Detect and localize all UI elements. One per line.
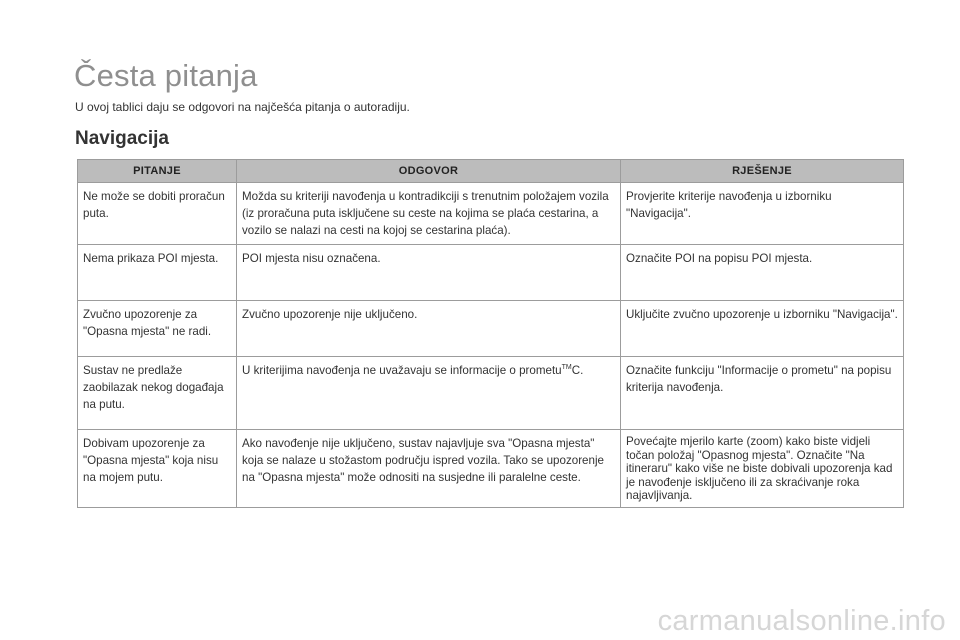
table-row [78, 245, 904, 301]
table-row [78, 357, 904, 430]
answer-cell: Možda su kriteriji navođenja u kontradikciji s trenutnim položajem vozila (iz proračuna puta isključene su ceste na kojima se plaća cestarina, a vozilo se nalazi na cesti na kojoj se cestarina plaća). [237, 183, 621, 245]
question-cell: Zvučno upozorenje za "Opasna mjesta" ne radi. [78, 301, 237, 357]
solution-cell: Uključite zvučno upozorenje u izborniku "Navigacija". [621, 301, 904, 357]
answer-cell [237, 357, 621, 430]
solution-cell: Označite funkciju "Informacije o prometu" na popisu kriterija navođenja. [621, 357, 904, 430]
answer-text-suffix: C. [571, 364, 584, 377]
column-header-solution: RJEŠENJE [621, 160, 904, 183]
intro-text: U ovoj tablici daju se odgovori na najčešća pitanja o autoradiju. [75, 100, 410, 114]
table-header-row [78, 160, 904, 183]
column-header-question: PITANJE [78, 160, 237, 183]
answer-cell: POI mjesta nisu označena. [237, 245, 621, 301]
solution-cell: Označite POI na popisu POI mjesta. [621, 245, 904, 301]
answer-cell: Ako navođenje nije uključeno, sustav najavljuje sva "Opasna mjesta" koja se nalaze u stožastom području ispred vozila. Tako se upozorenje na "Opasna mjesta" može odnositi na susjedne ili paralelne ceste. [237, 430, 621, 508]
solution-cell: Povećajte mjerilo karte (zoom) kako biste vidjeli točan položaj "Opasnog mjesta". Označite "Na itineraru" kako više ne biste dobivali upozorenja kad je navođenje isključeno ili za skraćivanje roka najavljivanja. [621, 430, 904, 508]
answer-cell: Zvučno upozorenje nije uključeno. [237, 301, 621, 357]
answer-text: U kriterijima navođenja ne uvažavaju se informacije o prometu [242, 364, 562, 377]
trademark-mark: TM [561, 364, 572, 372]
question-cell: Sustav ne predlaže zaobilazak nekog događaja na putu. [78, 357, 237, 430]
question-cell: Ne može se dobiti proračun puta. [78, 183, 237, 245]
page-title: Česta pitanja [74, 58, 258, 93]
table-row [78, 301, 904, 357]
table-row [78, 430, 904, 508]
table-row [78, 183, 904, 245]
watermark-text: carmanualsonline.info [657, 605, 946, 637]
question-cell: Dobivam upozorenje za "Opasna mjesta" koja nisu na mojem putu. [78, 430, 237, 508]
section-title: Navigacija [75, 128, 169, 149]
solution-cell: Provjerite kriterije navođenja u izborniku "Navigacija". [621, 183, 904, 245]
question-cell: Nema prikaza POI mjesta. [78, 245, 237, 301]
column-header-answer: ODGOVOR [237, 160, 621, 183]
faq-table [77, 159, 904, 508]
